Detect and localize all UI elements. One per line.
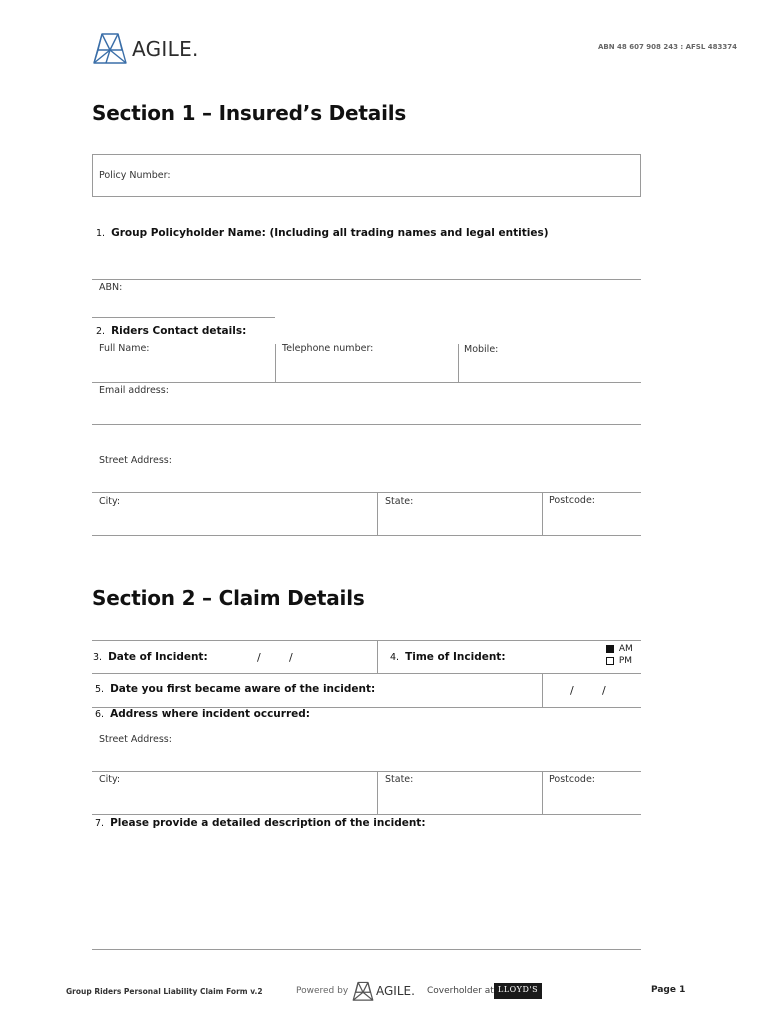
pm-label: PM	[618, 656, 633, 666]
incident-date-field[interactable]	[230, 644, 376, 672]
lloyds-badge: LLOYD'S	[494, 983, 542, 999]
q2-number: 2.	[96, 326, 106, 337]
policy-number-box[interactable]	[92, 154, 641, 197]
incident-state-label: State:	[385, 774, 414, 785]
incident-street-address-label: Street Address:	[99, 734, 172, 745]
am-checkbox[interactable]	[606, 645, 614, 653]
footer-form-name: Group Riders Personal Liability Claim Form v.2	[66, 987, 263, 996]
incident-date-separator-1: /	[257, 651, 261, 664]
city-label: City:	[99, 496, 121, 507]
section-2-title: Section 2 – Claim Details	[92, 586, 365, 610]
q1-number: 1.	[96, 228, 106, 239]
q4-label: Time of Incident:	[405, 651, 506, 663]
full-name-field[interactable]	[92, 340, 275, 382]
q6-heading	[95, 708, 310, 720]
incident-city-field[interactable]	[92, 772, 377, 813]
incident-state-field[interactable]	[378, 772, 542, 813]
incident-city-label: City:	[99, 774, 121, 785]
street-address-field[interactable]	[92, 425, 641, 492]
q7-label: Please provide a detailed description of the incident:	[110, 817, 426, 829]
am-option[interactable]	[606, 644, 642, 656]
q5-number: 5.	[95, 684, 105, 695]
incident-street-address-field[interactable]	[92, 724, 641, 770]
street-address-label: Street Address:	[99, 455, 172, 466]
pm-checkbox[interactable]	[606, 657, 614, 665]
pm-option[interactable]	[606, 656, 642, 668]
abn-label: ABN:	[99, 282, 123, 293]
section-1-title: Section 1 – Insured’s Details	[92, 101, 407, 125]
am-label: AM	[618, 644, 633, 654]
q3-number: 3.	[93, 652, 103, 663]
footer-logo-text: AGILE.	[376, 984, 415, 998]
policy-number-label: Policy Number:	[99, 170, 171, 181]
group-policyholder-name-field[interactable]	[92, 242, 641, 278]
agile-small-logo-icon	[352, 980, 374, 1002]
q3-label: Date of Incident:	[108, 651, 208, 663]
q3-heading	[93, 651, 208, 663]
q7-heading	[95, 817, 426, 829]
incident-date-separator-2: /	[289, 651, 293, 664]
state-label: State:	[385, 496, 414, 507]
q5-heading	[95, 683, 375, 695]
header-logo-text: AGILE.	[132, 37, 199, 61]
abn-text: ABN 48 607 908 243 : AFSL 483374	[598, 43, 737, 51]
city-field[interactable]	[92, 493, 377, 535]
incident-postcode-label: Postcode:	[549, 774, 595, 785]
telephone-field[interactable]	[276, 340, 458, 382]
q6-number: 6.	[95, 709, 105, 720]
email-label: Email address:	[99, 385, 169, 396]
q1-label: Group Policyholder Name: (Including all trading names and legal entities)	[111, 227, 549, 239]
aware-date-field[interactable]	[543, 676, 641, 706]
abn-field[interactable]	[92, 280, 275, 316]
telephone-label: Telephone number:	[282, 343, 374, 354]
postcode-field[interactable]	[543, 493, 641, 535]
q4-number: 4.	[390, 652, 400, 663]
q7-number: 7.	[95, 818, 105, 829]
postcode-label: Postcode:	[549, 495, 595, 506]
q5-label: Date you first became aware of the incident:	[110, 683, 376, 695]
header-logo	[92, 30, 222, 66]
mobile-label: Mobile:	[464, 344, 499, 355]
incident-description-field[interactable]	[92, 834, 641, 948]
aware-date-separator-1: /	[570, 684, 574, 697]
agile-logo-icon	[92, 30, 128, 66]
q1-heading	[96, 227, 549, 239]
q2-label: Riders Contact details:	[111, 325, 247, 337]
state-field[interactable]	[378, 493, 542, 535]
footer-page-number: Page 1	[651, 985, 686, 995]
full-name-label: Full Name:	[99, 343, 150, 354]
aware-date-separator-2: /	[602, 684, 606, 697]
coverholder-text: Coverholder at	[427, 986, 494, 996]
powered-by-text: Powered by	[296, 986, 349, 996]
email-field[interactable]	[92, 383, 641, 424]
incident-postcode-field[interactable]	[543, 772, 641, 813]
q2-heading	[96, 325, 246, 337]
q4-heading	[390, 651, 506, 663]
q6-label: Address where incident occurred:	[110, 708, 310, 720]
mobile-field[interactable]	[459, 340, 641, 382]
